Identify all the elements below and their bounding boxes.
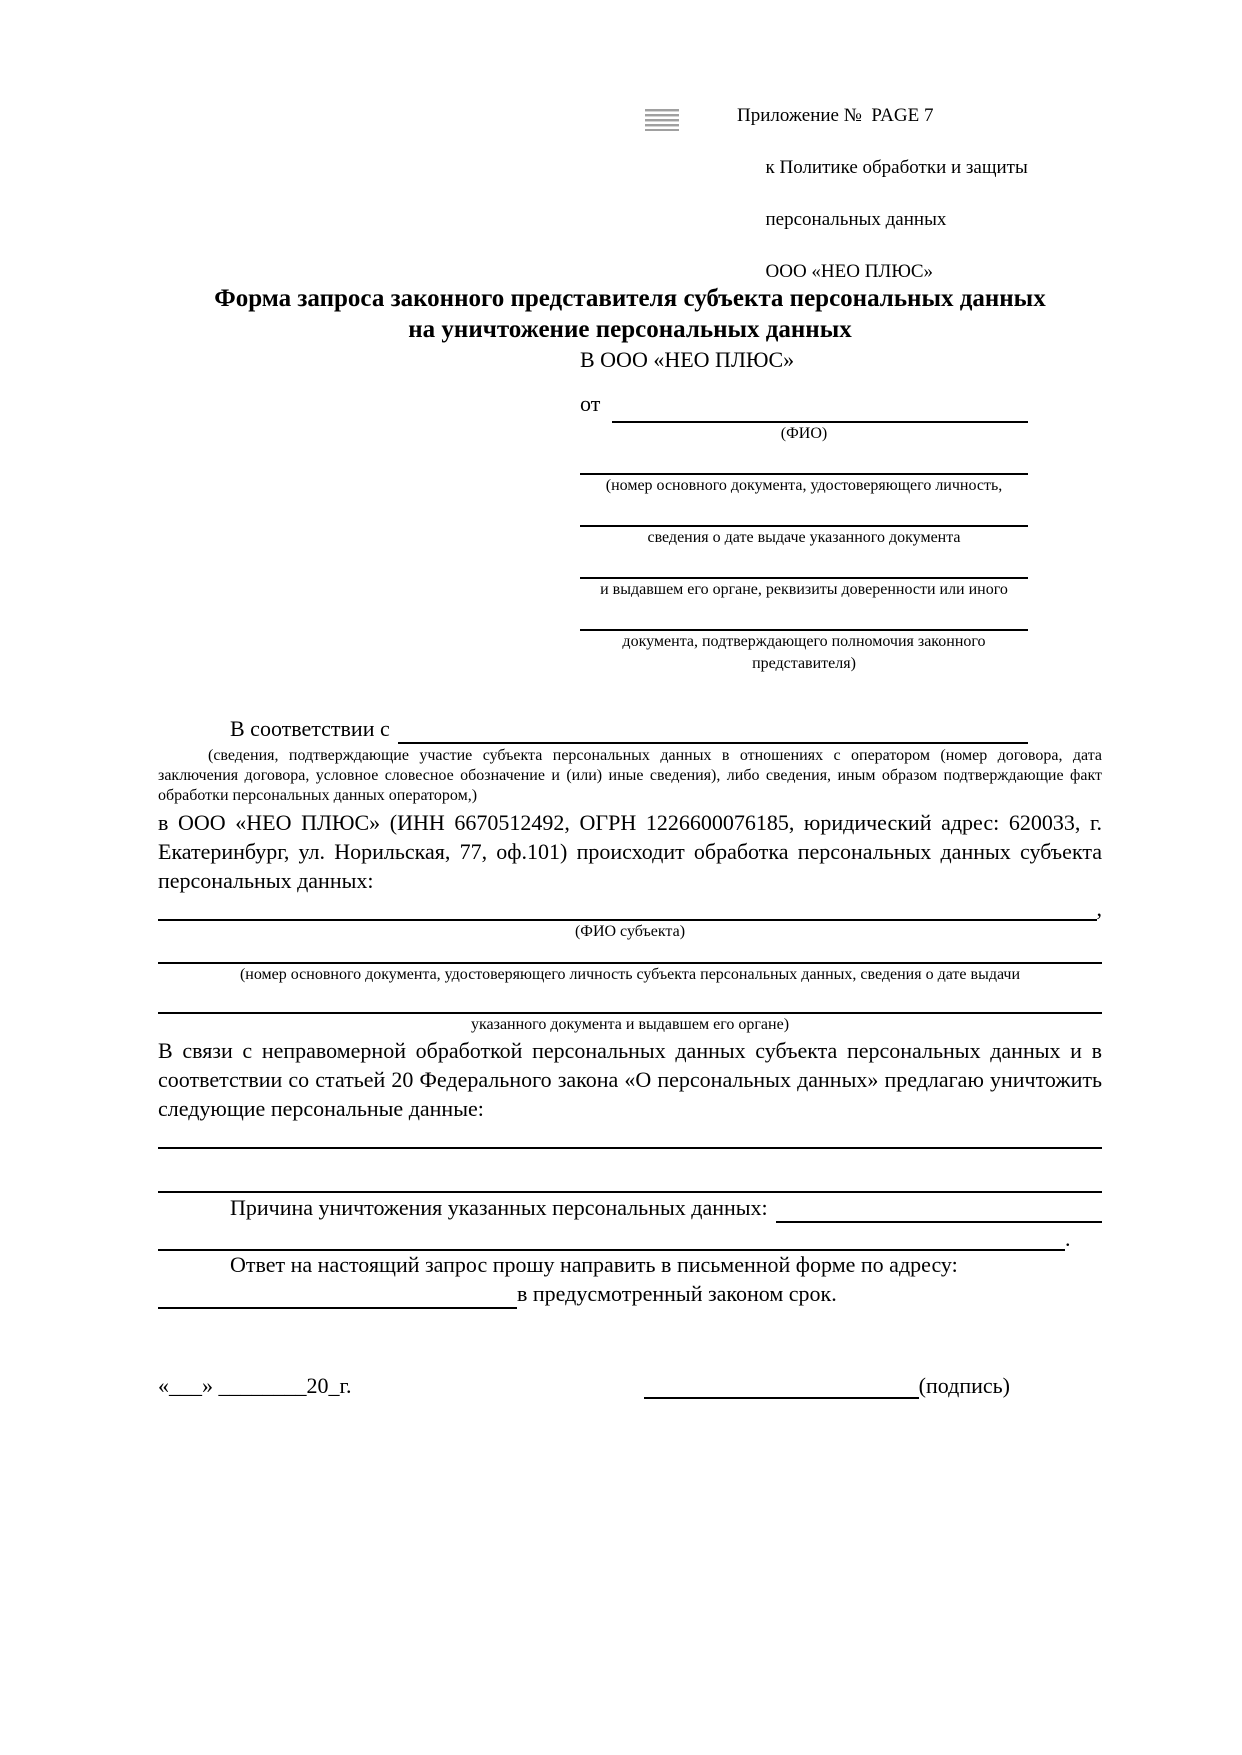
authority-document-field[interactable] xyxy=(580,601,1028,631)
document-issue-date-field[interactable] xyxy=(580,497,1028,527)
appendix-line: ООО «НЕО ПЛЮС» xyxy=(765,261,934,282)
fio-caption: (ФИО) xyxy=(780,425,828,442)
reply-suffix: в предусмотренный законом срок. xyxy=(517,1281,837,1306)
trailing-comma: , xyxy=(1096,896,1102,921)
reason-lead: Причина уничтожения указанных персональных данных: xyxy=(230,1195,768,1220)
subject-document-row xyxy=(158,943,1102,964)
from-label: от xyxy=(580,391,601,416)
title-line-1: Форма запроса законного представителя субъекта персональных данных xyxy=(214,285,1046,312)
from-row xyxy=(580,385,1028,423)
field-caption: документа, подтверждающего полномочия законного представителя) xyxy=(622,633,986,672)
signature-group xyxy=(644,1373,1010,1399)
addressee-to-line: В ООО «НЕО ПЛЮС» xyxy=(580,347,795,372)
tiny-text-lines-icon xyxy=(645,109,679,131)
field-caption: сведения о дате выдаче указанного документа xyxy=(647,529,961,546)
applicant-document-field[interactable] xyxy=(580,445,1028,475)
demand-paragraph: В связи с неправомерной обработкой персональных данных субъекта персональных данных и в соответствии со статьей 20 Федерального закона «О персональных данных» предлагаю уничтожить следующие персональные данные: xyxy=(158,1038,1102,1121)
accordance-row xyxy=(158,714,1028,744)
applicant-name-field[interactable] xyxy=(612,385,1028,423)
field-caption: и выдавшем его органе, реквизиты доверенности или иного xyxy=(600,581,1008,598)
title-line-2: на уничтожение персональных данных xyxy=(408,316,852,343)
subject-fio-caption: (ФИО субъекта) xyxy=(574,923,686,940)
signature-caption: (подпись) xyxy=(918,1373,1010,1398)
appendix-line: персональных данных xyxy=(765,209,947,230)
reply-address-row xyxy=(158,1279,1102,1309)
date-line: «___» ________20_г. xyxy=(158,1373,352,1398)
subject-document-caption: (номер основного документа, удостоверяющего личность субъекта персональных данных, сведения о дате выдачи xyxy=(239,966,1021,983)
data-to-destroy-row-1 xyxy=(158,1123,1102,1149)
subject-authority-field[interactable] xyxy=(158,986,1102,1014)
subject-authority-caption: указанного документа и выдавшем его органе) xyxy=(470,1016,790,1033)
data-to-destroy-field-1[interactable] xyxy=(158,1123,1102,1149)
footer-row xyxy=(158,1373,1102,1399)
header-block xyxy=(158,103,1102,282)
reason-field[interactable] xyxy=(776,1193,1102,1223)
addressee-block xyxy=(580,345,1028,675)
accordance-note: (сведения, подтверждающие участие субъекта персональных данных в отношениях с оператором (номер договора, дата заключения договора, условное словесное обозначение и (или) иные сведения), либо сведения, иным образом подтверждающие факт обработки персональных данных оператором,) xyxy=(158,747,1102,804)
appendix-line: к Политике обработки и защиты xyxy=(765,157,1028,178)
accordance-lead: В соответствии с xyxy=(230,716,390,741)
operator-paragraph: в ООО «НЕО ПЛЮС» (ИНН 6670512492, ОГРН 1226600076185, юридический адрес: 620033, г. Екатеринбург, ул. Норильская, 77, оф.101) происходит обработка персональных данных субъекта персональных данных: xyxy=(158,810,1102,893)
data-to-destroy-row-2 xyxy=(158,1149,1102,1193)
subject-document-field[interactable] xyxy=(158,943,1102,964)
reason-continuation-row xyxy=(158,1223,1102,1251)
subject-authority-row xyxy=(158,986,1102,1014)
field-caption: (номер основного документа, удостоверяющего личность, xyxy=(605,477,1003,494)
issuing-authority-field[interactable] xyxy=(580,549,1028,579)
reason-row xyxy=(158,1193,1102,1223)
reply-address-field[interactable] xyxy=(158,1279,517,1309)
accordance-basis-field[interactable] xyxy=(398,714,1028,744)
signature-field[interactable] xyxy=(644,1373,919,1399)
reason-continuation-field[interactable] xyxy=(158,1223,1065,1251)
appendix-header xyxy=(737,103,1102,311)
data-to-destroy-field-2[interactable] xyxy=(158,1149,1102,1193)
trailing-period: . xyxy=(1065,1226,1071,1251)
reply-request-line: Ответ на настоящий запрос прошу направить в письменной форме по адресу: xyxy=(230,1252,958,1277)
appendix-line: Приложение № PAGE 7 xyxy=(737,105,934,126)
subject-fio-field[interactable] xyxy=(158,895,1097,921)
subject-fio-row xyxy=(158,895,1102,921)
